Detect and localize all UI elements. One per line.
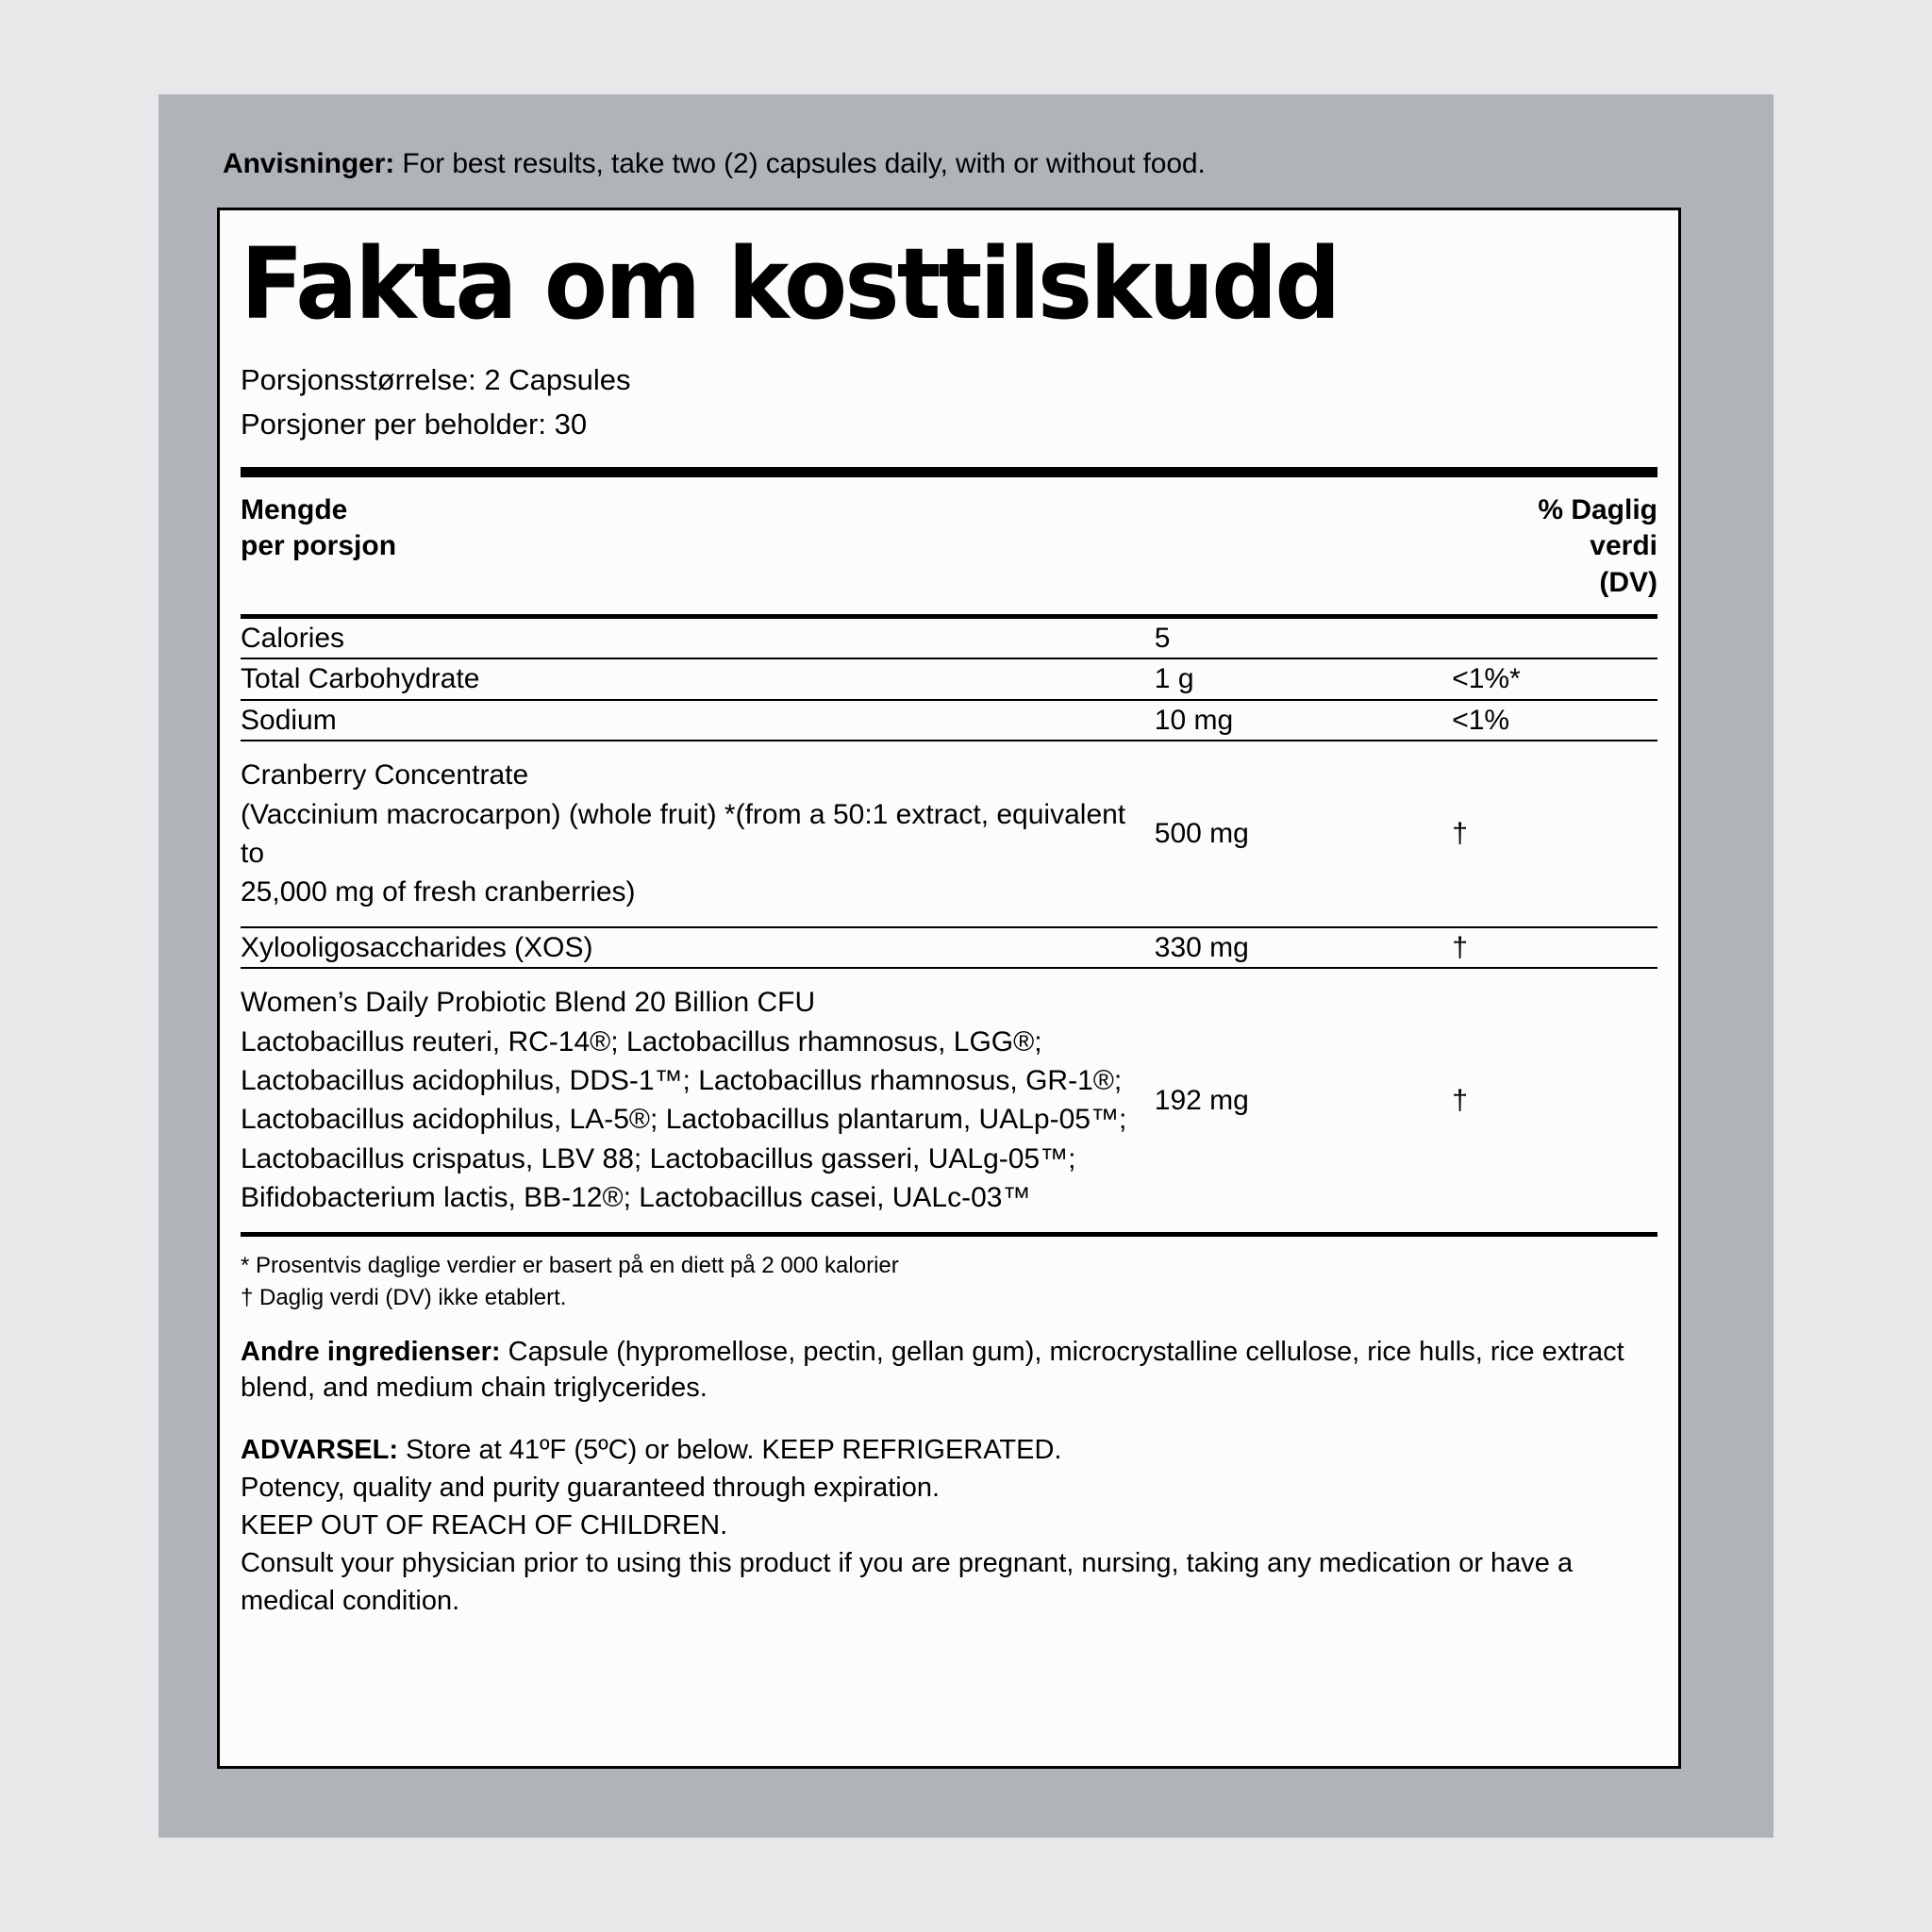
table-row (241, 969, 1657, 1231)
other-ingredients (241, 1334, 1657, 1407)
warning-block (241, 1431, 1657, 1620)
supplement-facts-box (217, 208, 1681, 1769)
nutrient-dv: † (1452, 818, 1468, 850)
directions-line (223, 146, 1713, 182)
serving-size: Porsjonsstørrelse: 2 Capsules (241, 363, 631, 396)
nutrient-amount: 10 mg (1154, 704, 1234, 736)
nutrient-amount: 500 mg (1154, 818, 1249, 850)
warning-line-2: Potency, quality and purity guaranteed through expiration. (241, 1472, 941, 1503)
other-ingredients-label: Andre ingredienser: (241, 1337, 501, 1368)
page-title: Fakta om kosttilskudd (241, 226, 1339, 341)
table-row (241, 928, 1657, 967)
servings-per-container: Porsjoner per beholder: 30 (241, 407, 588, 441)
amount-per-serving-header: Mengde per porsjon (241, 493, 397, 562)
warning-first-line: ADVARSEL: Store at 41ºF (5ºC) or below. KEEP REFRIGERATED. (241, 1434, 1062, 1465)
directions-text: For best results, take two (2) capsules daily, with or without food. (394, 148, 1206, 179)
table-row (241, 619, 1657, 658)
nutrient-dv (1452, 619, 1657, 658)
footnotes (241, 1237, 1657, 1316)
nutrition-table (241, 619, 1657, 1231)
nutrient-dv: † (1452, 1084, 1468, 1116)
other-ingredients-text: Capsule (hypromellose, pectin, gellan gum), microcrystalline cellulose, rice hulls, rice extract blend, and medium chain triglycerides. (241, 1337, 1624, 1404)
daily-value-header: % Daglig verdi (DV) (1538, 493, 1657, 598)
serving-info (241, 359, 1657, 446)
nutrient-dv: <1%* (1452, 663, 1521, 695)
nutrient-amount: 330 mg (1154, 931, 1249, 963)
footnote-dagger: † Daglig verdi (DV) ikke etablert. (241, 1285, 567, 1311)
warning-line-3: KEEP OUT OF REACH OF CHILDREN. (241, 1509, 728, 1541)
nutrient-dv: <1% (1452, 704, 1510, 736)
warning-line-4: Consult your physician prior to using this product if you are pregnant, nursing, taking any medication or have a medical condition. (241, 1547, 1574, 1616)
supplement-label-panel (158, 94, 1774, 1838)
table-header (241, 477, 1657, 614)
nutrient-amount: 5 (1154, 623, 1171, 655)
nutrient-name: Calories (241, 623, 345, 655)
table-row (241, 659, 1657, 698)
table-row (241, 701, 1657, 740)
nutrient-dv: † (1452, 931, 1468, 963)
nutrient-name: Women’s Daily Probiotic Blend 20 Billion CFU Lactobacillus reuteri, RC-14®; Lactobacillus rhamnosus, LGG®; Lactobacillus acidophilus, DDS-1™; Lactobacillus rhamnosus, GR-1®; Lactobacillus acidophilus, LA-5®; Lactobacillus plantarum, UALp-05™; Lactobacillus crispatus, LBV 88; Lactobacillus gasseri, UALg-05™; Bifidobacterium lactis, BB-12®; Lactobacillus casei, UALc-03™ (241, 987, 1127, 1214)
table-row (241, 741, 1657, 926)
nutrient-amount: 1 g (1154, 663, 1194, 695)
nutrient-amount: 192 mg (1154, 1084, 1249, 1116)
directions-label: Anvisninger: (223, 148, 395, 179)
nutrient-name: Total Carbohydrate (241, 663, 480, 695)
nutrient-name: Xylooligosaccharides (XOS) (241, 931, 593, 963)
nutrient-name: Cranberry Concentrate (Vaccinium macrocarpon) (whole fruit) *(from a 50:1 extract, equivalent to 25,000 mg of fresh cranberries) (241, 759, 1126, 908)
footnote-percent-dv: * Prosentvis daglige verdier er basert på en diett på 2 000 kalorier (241, 1252, 899, 1278)
nutrient-name: Sodium (241, 704, 337, 736)
rule-thick-top (241, 467, 1657, 477)
warning-label: ADVARSEL: (241, 1434, 399, 1465)
